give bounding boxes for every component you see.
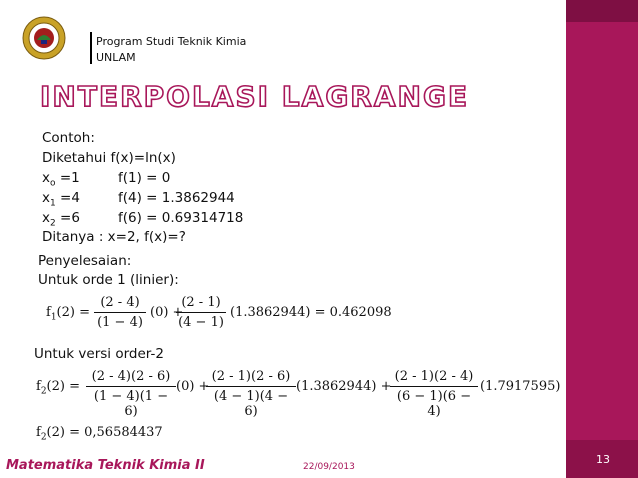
x-value: =6 [60, 210, 80, 226]
x-subscript: 1 [50, 198, 56, 209]
fraction-numerator: (2 - 4)(2 - 6) [91, 369, 171, 384]
slide-title-text: INTERPOLASI LAGRANGE [40, 80, 470, 113]
right-decorative-band [566, 0, 638, 478]
order2-term1-value: (0) + [176, 379, 210, 394]
example-row-2-f: f(6) = 0.69314718 [118, 210, 244, 226]
order1-term2-value: (1.3862944) = 0.462098 [230, 305, 392, 320]
band-block-top [566, 0, 638, 22]
order2-term3-fraction [390, 369, 478, 419]
x-value: =1 [59, 170, 80, 186]
fraction-numerator: (2 - 1)(2 - 4) [394, 369, 474, 384]
example-heading: Contoh: [42, 130, 95, 146]
example-row-1 [42, 190, 80, 209]
fraction-denominator: (1 − 4) [97, 315, 143, 330]
example-row-0 [42, 170, 80, 189]
order1-term1-fraction [94, 295, 146, 330]
university-logo-icon [22, 16, 66, 60]
x-subscript: o [50, 178, 56, 189]
order2-term2-value: (1.3862944) + [296, 379, 392, 394]
slide-page-number: 13 [596, 453, 610, 466]
fraction-denominator: (4 − 1)(4 − 6) [213, 389, 289, 419]
solution-heading: Penyelesaian: [38, 253, 132, 269]
order1-lhs: $f_1(2)$ = [46, 305, 90, 323]
institution-name: UNLAM [96, 51, 136, 64]
fraction-denominator: (4 − 1) [178, 315, 224, 330]
order2-term2-fraction [206, 369, 296, 419]
x-subscript: 2 [50, 218, 56, 229]
x-label: x [42, 190, 50, 206]
example-given: Diketahui f(x)=ln(x) [42, 150, 176, 166]
example-row-0-f: f(1) = 0 [118, 170, 171, 186]
x-label: x [42, 170, 50, 186]
order1-term2-fraction [176, 295, 226, 330]
order1-term1-value: (0) + [150, 305, 184, 320]
order2-lhs: $f_2(2)$ = [36, 379, 80, 397]
example-asked: Ditanya : x=2, f(x)=? [42, 229, 186, 245]
program-name: Program Studi Teknik Kimia [96, 35, 247, 48]
fraction-numerator: (2 - 4) [100, 295, 140, 310]
fraction-numerator: (2 - 1) [181, 295, 221, 310]
fraction-denominator: (6 − 1)(6 − 4) [396, 389, 472, 419]
order2-term3-value: (1.7917595) [480, 379, 561, 394]
slide-title [40, 80, 470, 113]
order2-term1-fraction [86, 369, 176, 419]
x-value: =4 [60, 190, 80, 206]
example-row-2 [42, 210, 80, 229]
fraction-denominator: (1 − 4)(1 − 6) [93, 389, 169, 419]
example-row-1-f: f(4) = 1.3862944 [118, 190, 235, 206]
order1-label: Untuk orde 1 (linier): [38, 272, 179, 288]
header-divider [90, 32, 92, 64]
fraction-numerator: (2 - 1)(2 - 6) [211, 369, 291, 384]
order2-label: Untuk versi order-2 [34, 346, 164, 362]
footer-date: 22/09/2013 [303, 462, 355, 472]
footer-course-name: Matematika Teknik Kimia II [6, 458, 205, 473]
order2-result: $f_2(2) = 0,56584437$ [36, 425, 163, 443]
x-label: x [42, 210, 50, 226]
